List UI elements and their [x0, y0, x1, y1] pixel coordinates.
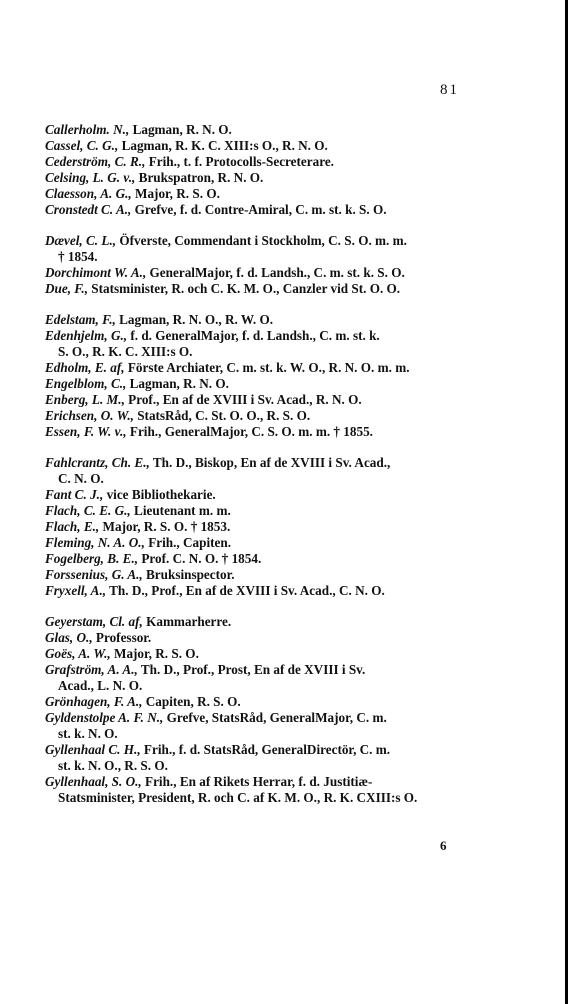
entry-description: StatsRåd, C. St. O. O., R. S. O. — [137, 408, 311, 423]
entry-name: Dævel, C. L., — [45, 233, 117, 248]
entry-name: Flach, C. E. G., — [45, 503, 131, 518]
entry-name: Edholm, E. af, — [45, 360, 125, 375]
entry-description: Th. D., Biskop, En af de XVIII i Sv. Acad., — [152, 455, 391, 470]
entry-name: Cronstedt C. A., — [45, 202, 132, 217]
register-entry — [45, 312, 490, 328]
register-entry — [45, 551, 490, 567]
entry-description: Frih., f. d. StatsRåd, GeneralDirectör, C. m. — [143, 742, 391, 757]
entry-description: Lieutenant m. m. — [134, 503, 231, 518]
register-entry — [45, 138, 490, 154]
entry-description: GeneralMajor, f. d. Landsh., C. m. st. k. S. O. — [149, 265, 405, 280]
register-entry — [45, 694, 490, 710]
entry-description: Th. D., Prof., En af de XVIII i Sv. Acad., C. N. O. — [109, 583, 385, 598]
register-entry — [45, 408, 490, 424]
entry-continuation: st. k. N. O. — [58, 726, 118, 741]
entry-name: Fant C. J., — [45, 487, 104, 502]
entry-description: Statsminister, R. och C. K. M. O., Canzler vid St. O. O. — [91, 281, 401, 296]
entry-description: Frih., Capiten. — [148, 535, 231, 550]
entry-name: Fahlcrantz, Ch. E., — [45, 455, 150, 470]
register-entry — [45, 774, 490, 806]
register-entry — [45, 567, 490, 583]
entry-description: Frih., En af Rikets Herrar, f. d. Justitiæ- — [145, 774, 373, 789]
entry-description: Professor. — [95, 630, 152, 645]
entry-description: Lagman, R. N. O., R. W. O. — [119, 312, 274, 327]
register-entry — [45, 646, 490, 662]
register-entry — [45, 233, 490, 265]
entry-name: Cassel, C. G., — [45, 138, 119, 153]
register-entry — [45, 662, 490, 694]
entry-description: Brukspatron, R. N. O. — [138, 170, 264, 185]
entry-name: Erichsen, O. W., — [45, 408, 134, 423]
entry-description: Bruksinspector. — [146, 567, 235, 582]
entry-description: Kammarherre. — [146, 614, 232, 629]
entry-name: Grafström, A. A., — [45, 662, 138, 677]
entry-description: Capiten, R. S. O. — [145, 694, 241, 709]
register-entry — [45, 535, 490, 551]
entry-continuation: S. O., R. K. C. XIII:s O. — [58, 344, 193, 359]
entry-description: Lagman, R. N. O. — [129, 376, 229, 391]
entry-name: Edelstam, F., — [45, 312, 116, 327]
entry-name: Due, F., — [45, 281, 88, 296]
entry-continuation: C. N. O. — [58, 471, 104, 486]
name-register — [45, 122, 490, 806]
register-entry — [45, 630, 490, 646]
entry-description: Grefve, f. d. Contre-Amiral, C. m. st. k. S. O. — [134, 202, 387, 217]
register-entry — [45, 154, 490, 170]
entry-continuation: st. k. N. O., R. S. O. — [58, 758, 168, 773]
entry-name: Gyllenhaal, S. O., — [45, 774, 142, 789]
register-entry — [45, 519, 490, 535]
entry-description: Major, R. S. O. — [114, 646, 199, 661]
entry-continuation: Statsminister, President, R. och C. af K. M. O., R. K. CXIII:s O. — [58, 790, 418, 805]
entry-continuation: Acad., L. N. O. — [58, 678, 143, 693]
entry-description: Lagman, R. K. C. XIII:s O., R. N. O. — [121, 138, 328, 153]
section-gap — [45, 218, 490, 233]
entry-name: Essen, F. W. v., — [45, 424, 127, 439]
section-gap — [45, 599, 490, 614]
entry-description: f. d. GeneralMajor, f. d. Landsh., C. m. st. k. — [130, 328, 380, 343]
section-gap — [45, 440, 490, 455]
entry-description: Öfverste, Commendant i Stockholm, C. S. O. m. m. — [119, 233, 407, 248]
section-gap — [45, 297, 490, 312]
entry-name: Forssenius, G. A., — [45, 567, 143, 582]
register-entry — [45, 186, 490, 202]
entry-description: Prof. C. N. O. † 1854. — [141, 551, 262, 566]
entry-name: Flach, E., — [45, 519, 100, 534]
signature-mark: 6 — [440, 838, 447, 853]
register-entry — [45, 455, 490, 487]
entry-description: Prof., En af de XVIII i Sv. Acad., R. N. O. — [128, 392, 362, 407]
register-entry — [45, 376, 490, 392]
entry-description: Major, R. S. O. † 1853. — [102, 519, 231, 534]
entry-name: Fryxell, A., — [45, 583, 107, 598]
register-entry — [45, 170, 490, 186]
register-entry — [45, 328, 490, 360]
entry-name: Edenhjelm, G., — [45, 328, 128, 343]
entry-name: Engelblom, C., — [45, 376, 127, 391]
entry-description: Major, R. S. O. — [135, 186, 220, 201]
entry-name: Fogelberg, B. E., — [45, 551, 139, 566]
entry-name: Dorchimont W. A., — [45, 265, 147, 280]
entry-name: Callerholm. N., — [45, 122, 130, 137]
entry-name: Enberg, L. M., — [45, 392, 125, 407]
entry-description: Förste Archiater, C. m. st. k. W. O., R. N. O. m. m. — [127, 360, 410, 375]
register-entry — [45, 360, 490, 376]
register-entry — [45, 710, 490, 742]
register-entry — [45, 281, 490, 297]
entry-name: Claesson, A. G., — [45, 186, 132, 201]
entry-name: Goës, A. W., — [45, 646, 111, 661]
register-entry — [45, 742, 490, 774]
register-entry — [45, 202, 490, 218]
register-entry — [45, 614, 490, 630]
register-entry — [45, 122, 490, 138]
entry-continuation: † 1854. — [58, 249, 98, 264]
entry-name: Gyllenhaal C. H., — [45, 742, 141, 757]
page-number: 81 — [440, 82, 459, 98]
register-entry — [45, 265, 490, 281]
entry-name: Cederström, C. R., — [45, 154, 146, 169]
entry-description: Frih., GeneralMajor, C. S. O. m. m. † 1855. — [129, 424, 373, 439]
entry-name: Fleming, N. A. O., — [45, 535, 145, 550]
entry-description: Frih., t. f. Protocolls-Secreterare. — [148, 154, 334, 169]
register-entry — [45, 392, 490, 408]
entry-description: Lagman, R. N. O. — [132, 122, 232, 137]
entry-name: Grönhagen, F. A., — [45, 694, 143, 709]
register-entry — [45, 503, 490, 519]
entry-name: Celsing, L. G. v., — [45, 170, 136, 185]
entry-name: Gyldenstolpe A. F. N., — [45, 710, 164, 725]
register-entry — [45, 583, 490, 599]
entry-name: Glas, O., — [45, 630, 93, 645]
entry-description: Th. D., Prof., Prost, En af de XVIII i Sv. — [140, 662, 366, 677]
register-entry — [45, 424, 490, 440]
entry-description: Grefve, StatsRåd, GeneralMajor, C. m. — [166, 710, 387, 725]
entry-description: vice Bibliothekarie. — [106, 487, 216, 502]
entry-name: Geyerstam, Cl. af, — [45, 614, 143, 629]
register-entry — [45, 487, 490, 503]
